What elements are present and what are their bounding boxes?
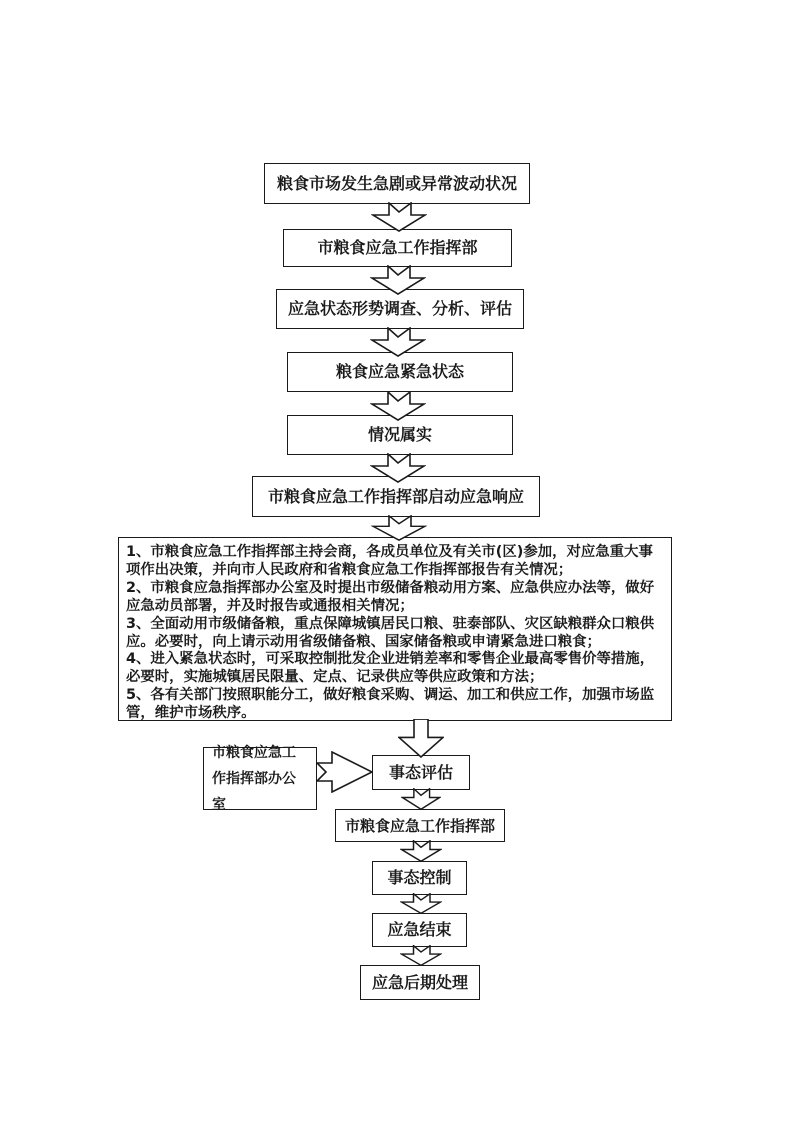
down-arrow-icon xyxy=(400,945,442,966)
flow-step-start-response: 市粮食应急工作指挥部启动应急响应 xyxy=(252,476,540,517)
down-arrow-icon xyxy=(370,453,426,483)
down-arrow-icon xyxy=(371,515,427,541)
flow-step-response-end: 应急结束 xyxy=(372,913,467,947)
measure-item: 5、各有关部门按照职能分工，做好粮食采购、调运、加工和供应工作，加强市场监管，维护市场秩序。 xyxy=(126,687,655,722)
measure-item: 4、进入紧急状态时，可采取控制批发企业进销差率和零售企业最高零售价等措施，必要时，实施城镇居民限量、定点、记录供应等供应政策和方法； xyxy=(126,651,655,686)
flow-step-command-headquarters: 市粮食应急工作指挥部 xyxy=(283,229,512,267)
response-measures-box xyxy=(118,537,672,721)
down-arrow-icon xyxy=(400,893,442,914)
down-arrow-icon xyxy=(400,840,442,862)
flow-step-situation-control: 事态控制 xyxy=(372,861,467,895)
flow-step-emergency-state: 粮食应急紧急状态 xyxy=(287,352,513,392)
measure-item: 1、市粮食应急工作指挥部主持会商，各成员单位及有关市(区)参加，对应急重大事项作出决策，并向市人民政府和省粮食应急工作指挥部报告有关情况； xyxy=(126,544,653,578)
down-arrow-icon xyxy=(401,788,441,810)
office-box: 市粮食应急工作指挥部办公室 xyxy=(203,747,317,810)
measure-item: 3、全面动用市级储备粮，重点保障城镇居民口粮、驻泰部队、灾区缺粮群众口粮供应。必要时，向上请示动用省级储备粮、国家储备粮或申请紧急进口粮食； xyxy=(126,615,655,650)
down-arrow-icon xyxy=(371,202,427,232)
down-arrow-icon xyxy=(370,265,426,295)
flow-step-situation-verified: 情况属实 xyxy=(287,415,513,455)
down-arrow-icon xyxy=(398,719,444,758)
down-arrow-icon xyxy=(370,327,426,357)
flow-step-command-headquarters-2: 市粮食应急工作指挥部 xyxy=(335,809,505,842)
down-arrow-icon xyxy=(370,391,426,421)
flow-step-post-response-handling: 应急后期处理 xyxy=(360,965,480,1000)
measure-item: 2、市粮食应急指挥部办公室及时提出市级储备粮动用方案、应急供应办法等，做好应急动员部署，并及时报告或通报相关情况； xyxy=(126,579,655,614)
flow-step-situation-assessment: 事态评估 xyxy=(372,755,470,790)
flow-step-situation-investigation: 应急状态形势调查、分析、评估 xyxy=(276,289,524,329)
flow-step-market-fluctuation: 粮食市场发生急剧或异常波动状况 xyxy=(264,163,530,204)
right-arrow-icon xyxy=(316,751,373,793)
